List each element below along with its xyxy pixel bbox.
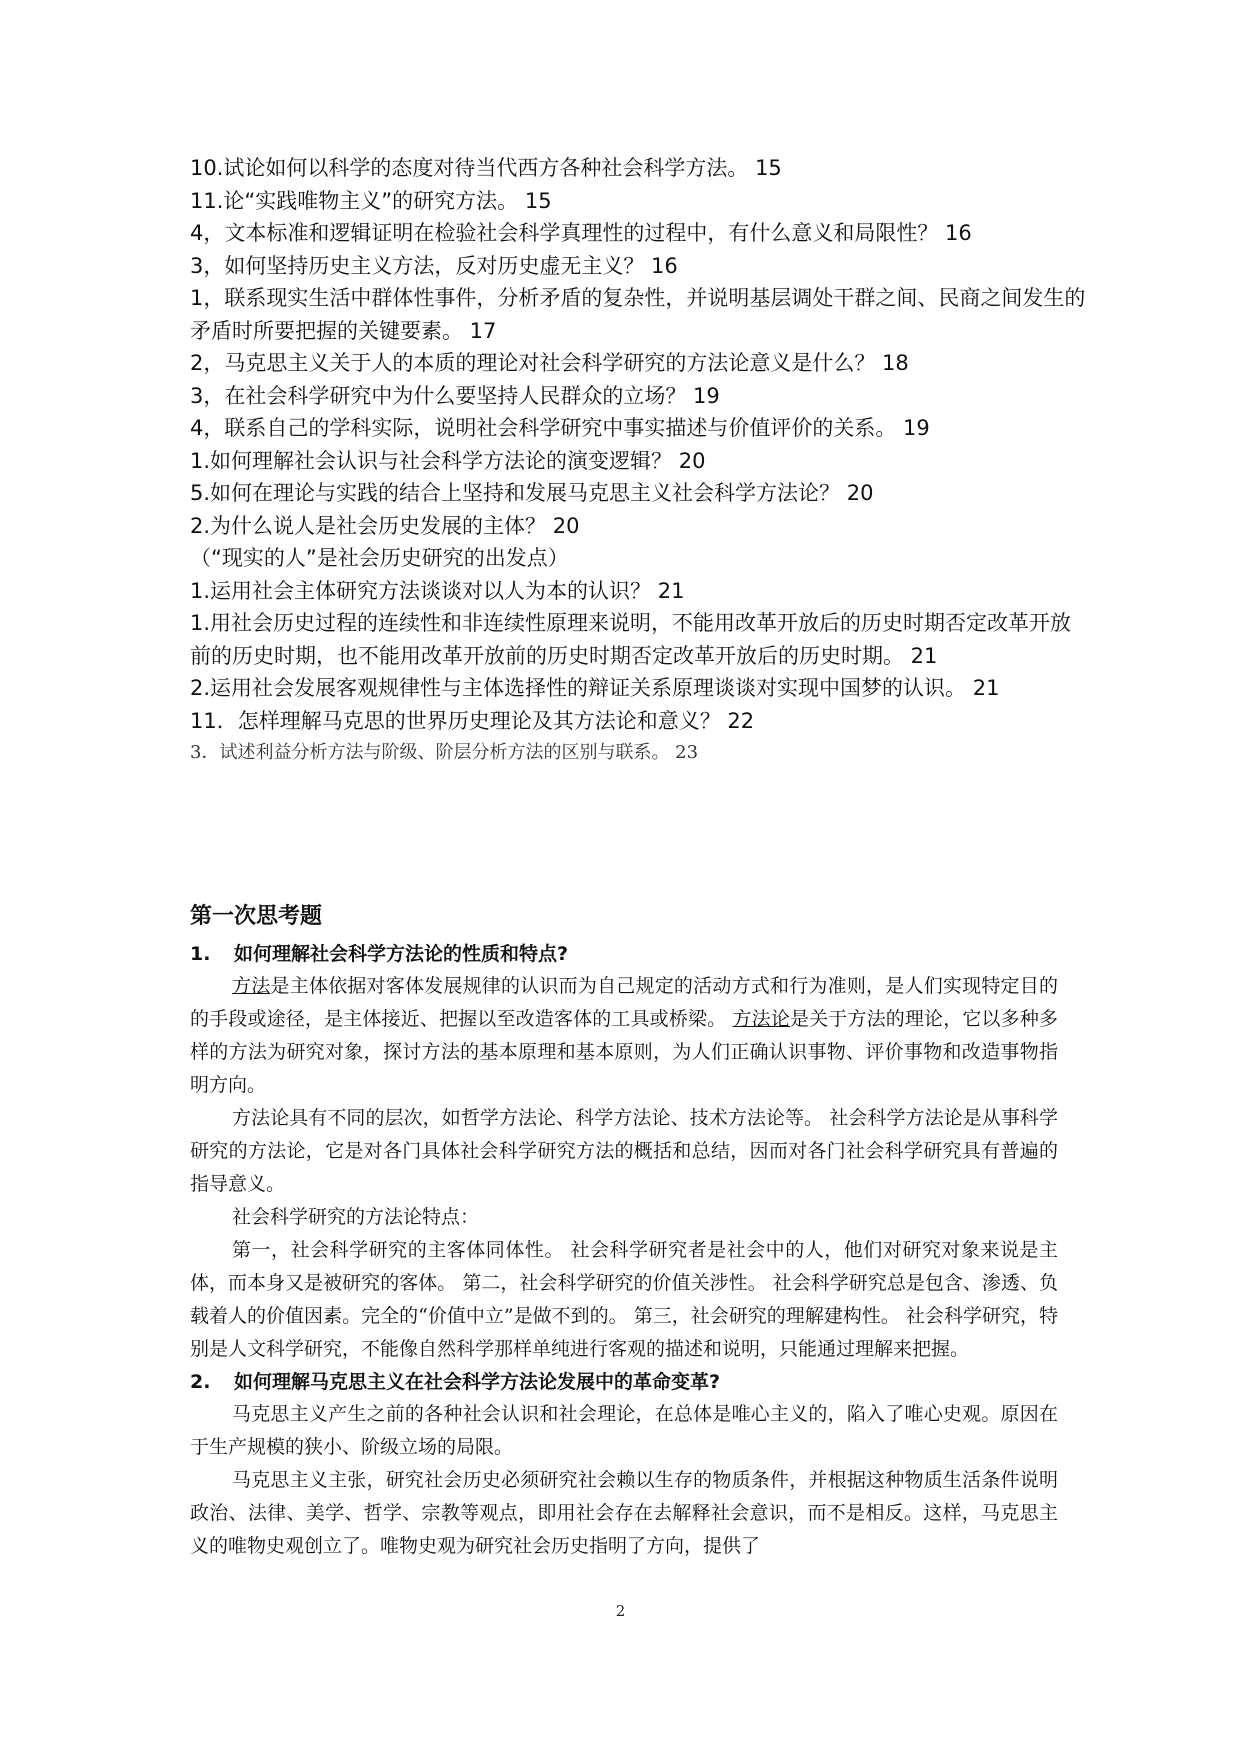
toc-entry: 11.论“实践唯物主义”的研究方法。 15 bbox=[190, 188, 552, 213]
paragraph: 第一，社会科学研究的主客体同体性。 社会科学研究者是社会中的人，他们对研究对象来说是主体，而本身又是被研究的客体。 第二，社会科学研究的价值关涉性。 社会科学研究总是包含、渗透、负载着人的价值因素。完全的“价值中立”是做不到的。 第三，社会研究的理解建构性。 社会科学研究，特别是人文科学研究，不能像自然科学那样单纯进行客观的描述和说明，只能通过理解来把握。 bbox=[190, 1239, 1058, 1360]
term-method: 方法 bbox=[232, 975, 271, 997]
paragraph-text: 是主体依据对客体发展规律的认识而为自己规定的活动方式和行为准则，是人们实现特定目的的手段或途径，是主体接近、把握以至改造客体的工具或桥梁。 bbox=[190, 975, 1058, 1030]
paragraph: 方法论具有不同的层次，如哲学方法论、科学方法论、技术方法论等。 社会科学方法论是从事科学研究的方法论，它是对各门具体社会科学研究方法的概括和总结，因而对各门社会科学研究具有普遍的指导意义。 bbox=[190, 1107, 1058, 1195]
toc-entry: 10.试论如何以科学的态度对待当代西方各种社会科学方法。 15 bbox=[190, 156, 782, 180]
paragraph bbox=[190, 970, 1058, 1102]
toc-entry: 5.如何在理论与实践的结合上坚持和发展马克思主义社会科学方法论？ 20 bbox=[190, 481, 874, 505]
toc-entry: 1.运用社会主体研究方法谈谈对以人为本的认识？ 21 bbox=[190, 578, 685, 603]
toc-entry: 11．怎样理解马克思的世界历史理论及其方法论和意义？ 22 bbox=[190, 708, 755, 733]
page-number: 2 bbox=[615, 1602, 626, 1620]
toc-entry: 4，文本标准和逻辑证明在检验社会科学真理性的过程中，有什么意义和局限性？ 16 bbox=[190, 221, 972, 245]
toc-entry: 2.运用社会发展客观规律性与主体选择性的辩证关系原理谈谈对实现中国梦的认识。 21 bbox=[190, 676, 1000, 700]
paragraph: 马克思主义主张，研究社会历史必须研究社会赖以生存的物质条件，并根据这种物质生活条件说明政治、法律、美学、哲学、宗教等观点，即用社会存在去解释社会意识，而不是相反。这样，马克思主义的唯物史观创立了。唯物史观为研究社会历史指明了方向，提供了 bbox=[190, 1469, 1058, 1557]
section-title: 第一次思考题 bbox=[190, 904, 323, 929]
question-title: 如何理解社会科学方法论的性质和特点? bbox=[234, 943, 569, 965]
question-number: 1. bbox=[190, 943, 211, 965]
toc-entry: 4，联系自己的学科实际，说明社会科学研究中事实描述与价值评价的关系。 19 bbox=[190, 416, 930, 440]
toc-entry: 1.如何理解社会认识与社会科学方法论的演变逻辑？ 20 bbox=[190, 448, 706, 473]
toc-entry: 2，马克思主义关于人的本质的理论对社会科学研究的方法论意义是什么？ 18 bbox=[190, 351, 909, 375]
toc-entry: 3，如何坚持历史主义方法，反对历史虚无主义？ 16 bbox=[190, 253, 678, 278]
paragraph-text: 是关于方法的理论，它以多种多样的方法为研究对象，探讨方法的基本原理和基本原则，为人们正确认识事物、评价事物和改造事物指明方向。 bbox=[190, 1008, 1058, 1096]
question-heading bbox=[190, 1366, 1058, 1398]
toc-entry: （“现实的人”是社会历史研究的出发点） bbox=[190, 546, 569, 570]
table-of-contents bbox=[190, 152, 1090, 770]
toc-entry: 1，联系现实生活中群体性事件，分析矛盾的复杂性，并说明基层调处干群之间、民商之间发生的矛盾时所要把握的关键要素。 17 bbox=[190, 286, 1086, 343]
question-heading bbox=[190, 938, 1058, 970]
toc-entry: 2.为什么说人是社会历史发展的主体？ 20 bbox=[190, 513, 580, 538]
paragraph: 马克思主义产生之前的各种社会认识和社会理论，在总体是唯心主义的，陷入了唯心史观。原因在于生产规模的狭小、阶级立场的局限。 bbox=[190, 1403, 1058, 1458]
paragraph: 社会科学研究的方法论特点： bbox=[232, 1206, 480, 1228]
term-methodology: 方法论 bbox=[732, 1008, 790, 1030]
main-content bbox=[190, 900, 1058, 1563]
toc-entry: 3，在社会科学研究中为什么要坚持人民群众的立场？ 19 bbox=[190, 383, 720, 408]
toc-entry: 3．试述利益分析方法与阶级、阶层分析方法的区别与联系。 23 bbox=[190, 742, 699, 763]
toc-entry: 1.用社会历史过程的连续性和非连续性原理来说明，不能用改革开放后的历史时期否定改革开放前的历史时期，也不能用改革开放前的历史时期否定改革开放后的历史时期。 21 bbox=[190, 611, 1072, 668]
question-number: 2. bbox=[190, 1371, 211, 1393]
question-title: 如何理解马克思主义在社会科学方法论发展中的革命变革? bbox=[234, 1371, 721, 1393]
